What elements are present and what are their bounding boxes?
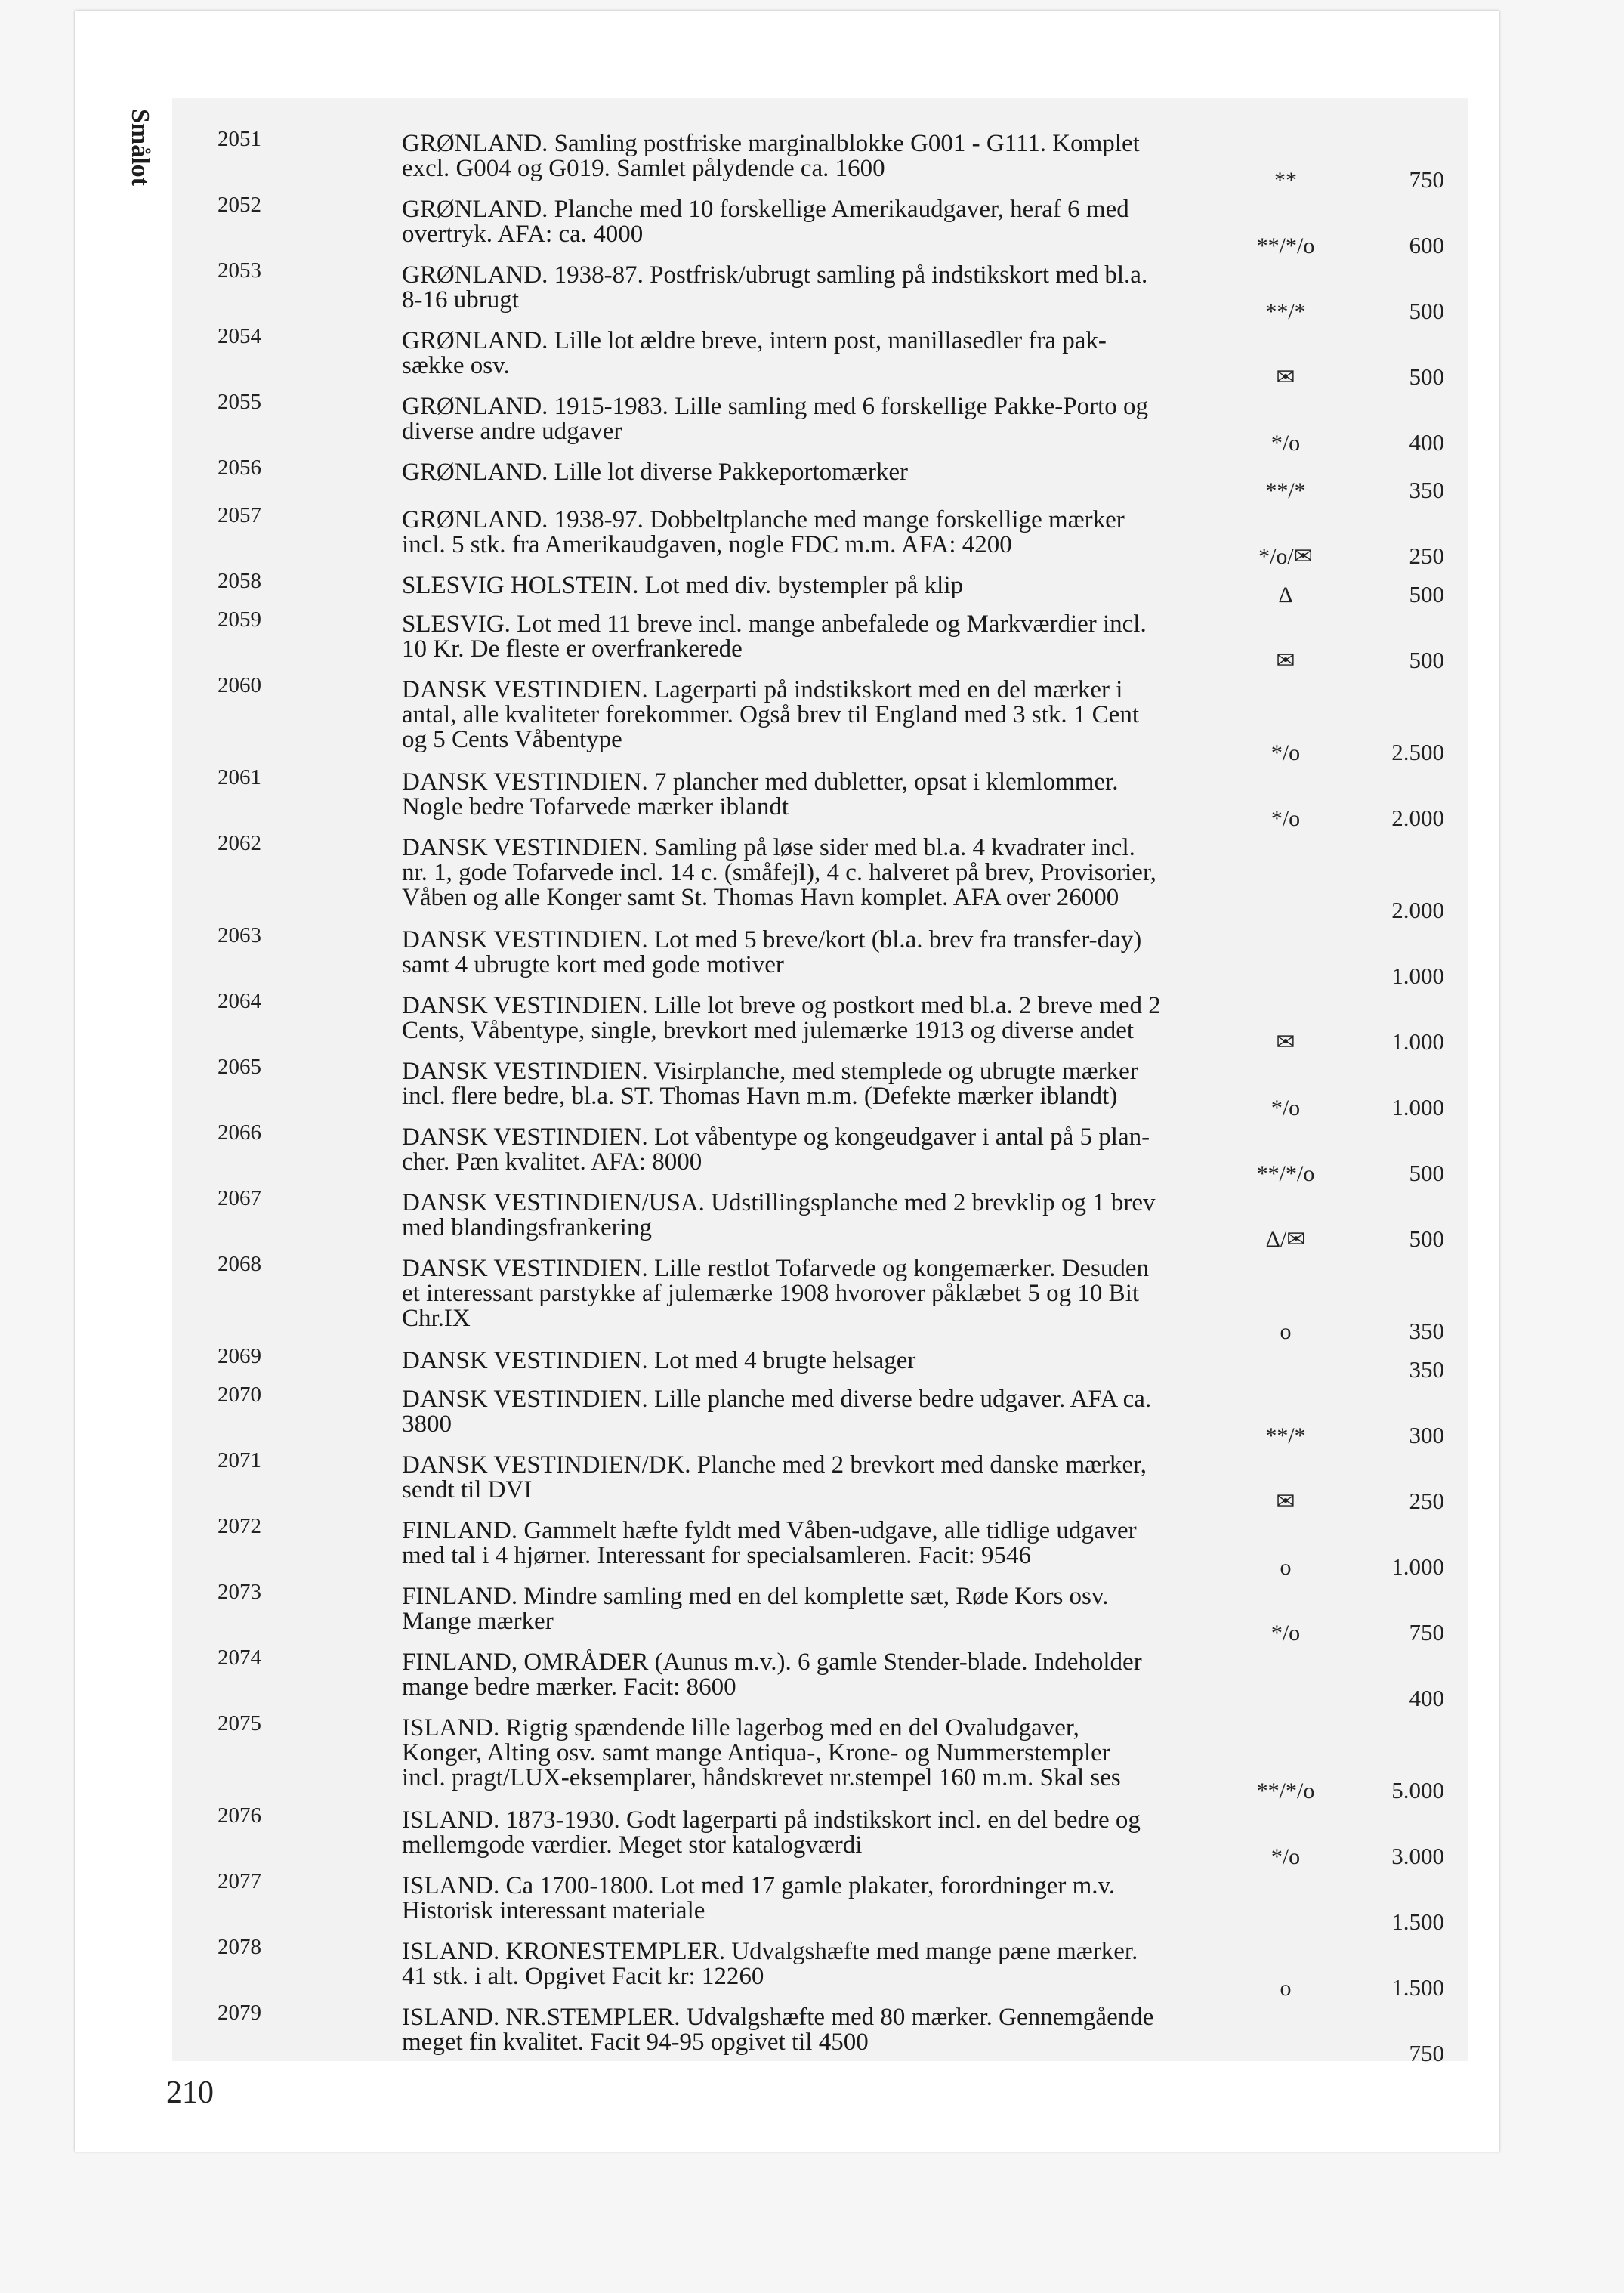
lot-row [172,1803,1468,1867]
lot-condition: ✉ [1276,648,1295,673]
lot-description-line: Cents, Våbentype, single, brevkort med julemærke 1913 og diverse andet [402,1017,1135,1044]
lot-description-line: mange bedre mærker. Facit: 8600 [402,1673,736,1701]
lot-description [402,2005,1406,2055]
lot-description-line: incl. pragt/LUX-eksemplarer, håndskrevet nr.stempel 160 m.m. Skal ses [402,1764,1121,1791]
lot-condition: Δ/✉ [1265,1227,1306,1252]
lot-row [172,258,1468,322]
lot-number: 2073 [218,1580,261,1604]
lot-description-line: Chr.IX [402,1305,471,1332]
lot-condition: **/*/o [1256,1778,1315,1803]
lot-price: 400 [1409,1685,1444,1711]
lot-condition: **/* [1265,299,1306,324]
lot-description-line: med blandingsfrankering [402,1214,652,1241]
lot-row [172,503,1468,567]
lot-description-line: overtryk. AFA: ca. 4000 [402,221,644,248]
lot-row [172,569,1468,605]
lot-description [402,928,1406,978]
lot-price: 1.500 [1391,1974,1444,2001]
lot-price: 750 [1409,2040,1444,2066]
lot-row [172,1935,1468,2001]
lot-description-line: ISLAND. Rigtig spændende lille lagerbog med en del Ovaludgaver, [402,1714,1079,1741]
lot-description-line: GRØNLAND. 1915-1983. Lille samling med 6 forskellige Pakke-Porto og [402,393,1149,420]
lot-condition: */o/✉ [1258,544,1313,569]
lot-row [172,923,1468,987]
lot-description-line: DANSK VESTINDIEN. Lot med 5 breve/kort (bl.a. brev fra transfer-day) [402,926,1142,953]
lot-price: 600 [1409,232,1444,258]
lot-condition: o [1280,1976,1292,2001]
lot-price: 1.000 [1391,1553,1444,1580]
lot-row [172,831,1468,921]
lot-row [172,324,1468,388]
lot-row [172,127,1468,193]
lot-description-line: ISLAND. Ca 1700-1800. Lot med 17 gamle plakater, forordninger m.v. [402,1872,1116,1899]
lot-condition: */o [1270,1621,1301,1646]
lot-description-line: sendt til DVI [402,1476,533,1503]
lot-price: 750 [1409,1619,1444,1646]
lot-row [172,1344,1468,1383]
lot-description-line: Nogle bedre Tofarvede mærker iblandt [402,793,789,820]
lot-description-line: DANSK VESTINDIEN. Lagerparti på indstikskort med en del mærker i [402,676,1123,703]
lot-number: 2071 [218,1448,261,1473]
lot-condition: **/*/o [1256,1161,1315,1186]
lot-number: 2059 [218,607,261,632]
lot-description-line: 8-16 ubrugt [402,286,519,314]
lot-description-line: nr. 1, gode Tofarvede incl. 14 c. (småfejl), 4 c. halveret på brev, Provisorier, [402,859,1156,886]
lot-row [172,607,1468,671]
lot-description-line: GRØNLAND. Lille lot ældre breve, intern post, manillasedler fra pak- [402,327,1107,354]
lot-description-line: DANSK VESTINDIEN. Lille planche med diverse bedre udgaver. AFA ca. [402,1386,1152,1413]
lot-row [172,456,1468,501]
lot-description-line: diverse andre udgaver [402,418,622,445]
lot-description-line: DANSK VESTINDIEN. Lille restlot Tofarvede og kongemærker. Desuden [402,1255,1150,1282]
lot-number: 2070 [218,1383,261,1407]
lot-row [172,673,1468,763]
lot-description-line: incl. flere bedre, bl.a. ST. Thomas Havn m.m. (Defekte mærker iblandt) [402,1083,1118,1110]
lot-price: 1.000 [1391,963,1444,989]
lot-description-line: GRØNLAND. 1938-87. Postfrisk/ubrugt samling på indstikskort med bl.a. [402,261,1148,289]
lot-price: 300 [1409,1422,1444,1448]
lot-description-line: SLESVIG. Lot med 11 breve incl. mange anbefalede og Markværdier incl. [402,610,1147,638]
lot-number: 2054 [218,324,261,348]
lot-row [172,390,1468,456]
lot-number: 2077 [218,1869,261,1893]
lot-condition: Δ [1278,583,1293,607]
lot-description-line: GRØNLAND. Samling postfriske marginalblokke G001 - G111. Komplet [402,130,1140,157]
lot-description-line: 3800 [402,1411,452,1438]
page-number: 210 [166,2075,214,2110]
lot-description-line: DANSK VESTINDIEN. Lot med 4 brugte helsager [402,1347,916,1374]
lot-number: 2057 [218,503,261,527]
lot-number: 2075 [218,1711,261,1735]
lot-condition: */o [1270,740,1301,765]
lot-description-line: Våben og alle Konger samt St. Thomas Havn komplet. AFA over 26000 [402,884,1119,911]
lot-description-line: GRØNLAND. Lille lot diverse Pakkeportomærker [402,459,908,486]
lot-description-line: GRØNLAND. 1938-97. Dobbeltplanche med mange forskellige mærker [402,506,1125,533]
lot-price: 1.500 [1391,1908,1444,1935]
lot-condition: **/* [1265,478,1306,503]
lot-description-line: antal, alle kvaliteter forekommer. Også brev til England med 3 stk. 1 Cent [402,701,1139,728]
lot-row [172,1514,1468,1578]
lot-row [172,989,1468,1055]
lot-description-line: Mange mærker [402,1608,554,1635]
lot-description-line: FINLAND, OMRÅDER (Aunus m.v.). 6 gamle Stender-blade. Indeholder [402,1649,1142,1676]
lot-price: 400 [1409,429,1444,456]
lot-condition: o [1280,1319,1292,1344]
lot-row [172,1646,1468,1709]
lot-description-line: og 5 Cents Våbentype [402,726,622,753]
lot-number: 2064 [218,989,261,1013]
lot-row [172,1869,1468,1933]
lot-number: 2055 [218,390,261,414]
lot-price: 500 [1409,1225,1444,1252]
lot-price: 250 [1409,1488,1444,1514]
lot-row [172,193,1468,256]
lot-price: 250 [1409,542,1444,569]
lot-description-line: meget fin kvalitet. Facit 94-95 opgivet til 4500 [402,2029,869,2056]
lot-condition: **/*/o [1256,233,1315,258]
lot-condition: */o [1270,806,1301,831]
lot-price: 1.000 [1391,1028,1444,1055]
lot-condition: ✉ [1276,365,1295,390]
lot-condition: ** [1274,168,1297,193]
lot-number: 2056 [218,456,261,480]
lot-row [172,1448,1468,1512]
lot-row [172,1186,1468,1250]
lot-row [172,1120,1468,1184]
lot-price: 350 [1409,477,1444,503]
lot-description-line: excl. G004 og G019. Samlet pålydende ca. 1600 [402,155,885,182]
lot-description-line: GRØNLAND. Planche med 10 forskellige Amerikaudgaver, heraf 6 med [402,196,1129,223]
lot-price: 2.500 [1391,739,1444,765]
lot-description-line: cher. Pæn kvalitet. AFA: 8000 [402,1148,702,1176]
lot-condition: ✉ [1276,1030,1295,1055]
lot-number: 2076 [218,1803,261,1828]
lot-price: 750 [1409,166,1444,193]
section-side-label: Smålot [126,109,154,186]
lot-price: 2.000 [1391,897,1444,923]
lot-number: 2065 [218,1055,261,1079]
lot-row [172,2001,1468,2064]
lot-number: 2069 [218,1344,261,1368]
lot-description-line: Historisk interessant materiale [402,1897,705,1924]
lot-number: 2058 [218,569,261,593]
lot-description-line: SLESVIG HOLSTEIN. Lot med div. bystempler på klip [402,572,964,599]
lot-number: 2067 [218,1186,261,1210]
lot-number: 2068 [218,1252,261,1276]
lot-condition: */o [1270,1844,1301,1869]
lot-description [402,1349,1406,1374]
lot-condition: ✉ [1276,1489,1295,1514]
lot-condition: o [1280,1555,1292,1580]
lot-description-line: DANSK VESTINDIEN. Visirplanche, med stemplede og ubrugte mærker [402,1058,1138,1085]
lot-description [402,1650,1406,1700]
lot-price: 3.000 [1391,1843,1444,1869]
lot-price: 500 [1409,298,1444,324]
lot-row [172,1383,1468,1446]
lot-number: 2074 [218,1646,261,1670]
lot-number: 2053 [218,258,261,283]
lot-description-line: et interessant parstykke af julemærke 1908 hvorover påklæbet 5 og 10 Bit [402,1280,1140,1307]
lot-description-line: DANSK VESTINDIEN. 7 plancher med dubletter, opsat i klemlommer. [402,768,1119,796]
lot-number: 2060 [218,673,261,697]
lot-description-line: 10 Kr. De fleste er overfrankerede [402,635,743,663]
lot-row [172,1580,1468,1646]
lot-price: 500 [1409,647,1444,673]
lot-description-line: Konger, Alting osv. samt mange Antiqua-, Krone- og Nummerstempler [402,1739,1110,1766]
lot-row [172,765,1468,829]
lot-price: 500 [1409,1160,1444,1186]
lot-description-line: 41 stk. i alt. Opgivet Facit kr: 12260 [402,1963,764,1990]
lot-description-line: incl. 5 stk. fra Amerikaudgaven, nogle FDC m.m. AFA: 4200 [402,531,1012,558]
lot-row [172,1252,1468,1342]
lot-description-line: FINLAND. Gammelt hæfte fyldt med Våben-udgave, alle tidlige udgaver [402,1517,1137,1544]
lot-condition: */o [1270,431,1301,456]
lot-condition: */o [1270,1096,1301,1120]
lot-description-line: ISLAND. KRONESTEMPLER. Udvalgshæfte med mange pæne mærker. [402,1938,1138,1965]
lot-price: 350 [1409,1356,1444,1383]
lot-description-line: DANSK VESTINDIEN. Lot våbentype og kongeudgaver i antal på 5 plan- [402,1123,1150,1151]
lot-number: 2072 [218,1514,261,1538]
lot-description-line: ISLAND. NR.STEMPLER. Udvalgshæfte med 80 mærker. Gennemgående [402,2004,1154,2031]
lot-description-line: DANSK VESTINDIEN. Lille lot breve og postkort med bl.a. 2 breve med 2 [402,992,1161,1019]
lot-price: 350 [1409,1318,1444,1344]
lot-description-line: sække osv. [402,352,510,379]
lot-description-line: DANSK VESTINDIEN/DK. Planche med 2 brevkort med danske mærker, [402,1451,1147,1479]
lot-price: 2.000 [1391,805,1444,831]
lot-description-line: med tal i 4 hjørner. Interessant for specialsamleren. Facit: 9546 [402,1542,1031,1569]
lot-number: 2052 [218,193,261,217]
lot-price: 5.000 [1391,1777,1444,1803]
lot-description-line: FINLAND. Mindre samling med en del komplette sæt, Røde Kors osv. [402,1583,1109,1610]
lot-condition: **/* [1265,1423,1306,1448]
lot-number: 2051 [218,127,261,151]
lot-description-line: DANSK VESTINDIEN. Samling på løse sider med bl.a. 4 kvadrater incl. [402,834,1135,861]
lot-number: 2066 [218,1120,261,1145]
lot-price: 500 [1409,363,1444,390]
lot-description-line: ISLAND. 1873-1930. Godt lagerparti på indstikskort incl. en del bedre og [402,1806,1141,1834]
lot-price: 500 [1409,581,1444,607]
lot-row [172,1055,1468,1118]
lot-description-line: DANSK VESTINDIEN/USA. Udstillingsplanche med 2 brevklip og 1 brev [402,1189,1156,1216]
lot-number: 2062 [218,831,261,855]
lot-number: 2078 [218,1935,261,1959]
lot-row [172,1711,1468,1801]
lot-description-line: mellemgode værdier. Meget stor katalogværdi [402,1831,863,1859]
lot-description [402,1874,1406,1924]
lot-description [402,836,1406,910]
lot-number: 2063 [218,923,261,947]
lot-price: 1.000 [1391,1094,1444,1120]
lot-number: 2079 [218,2001,261,2025]
lot-number: 2061 [218,765,261,790]
lot-description-line: samt 4 ubrugte kort med gode motiver [402,951,784,978]
